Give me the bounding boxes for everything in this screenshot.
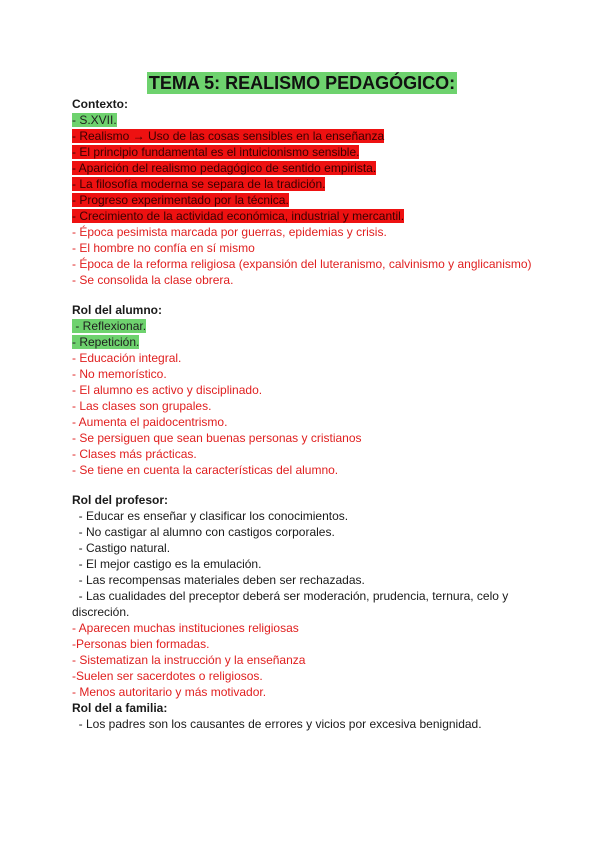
list-item: [72, 272, 532, 288]
list-item: [72, 208, 532, 224]
list-item-text: - Se persiguen que sean buenas personas y cristianos: [72, 431, 362, 445]
list-item: [72, 716, 532, 732]
section-rol-alumno: [72, 302, 532, 478]
section-heading: Rol del profesor:: [72, 493, 169, 507]
list-item: [72, 652, 532, 668]
list-item-text: - Castigo natural.: [72, 541, 171, 555]
list-item: [72, 588, 532, 620]
list-item-text: -Suelen ser sacerdotes o religiosos.: [72, 669, 263, 683]
list-item-text: - Aumenta el paidocentrismo.: [72, 415, 228, 429]
list-item-text: - Reflexionar.: [72, 319, 147, 333]
list-item-text: - La filosofía moderna se separa de la tradición.: [72, 177, 326, 191]
list-item: [72, 684, 532, 700]
list-item-text: - El hombre no confía en sí mismo: [72, 241, 255, 255]
item-list: [72, 318, 532, 478]
list-item: [72, 668, 532, 684]
list-item: [72, 128, 532, 144]
list-item: [72, 350, 532, 366]
list-item-text: - No memorístico.: [72, 367, 167, 381]
list-item-text: - Las recompensas materiales deben ser rechazadas.: [72, 573, 365, 587]
list-item: [72, 398, 532, 414]
title-wrap: [72, 72, 532, 94]
list-item: [72, 462, 532, 478]
list-item: [72, 572, 532, 588]
section-heading: Rol del a familia:: [72, 701, 168, 715]
list-item: [72, 430, 532, 446]
list-item-text: - No castigar al alumno con castigos corporales.: [72, 525, 335, 539]
list-item-text: - Clases más prácticas.: [72, 447, 197, 461]
list-item: [72, 318, 532, 334]
list-item: [72, 240, 532, 256]
section-heading: Rol del alumno:: [72, 303, 162, 317]
list-item-text: - Época de la reforma religiosa (expansión del luteranismo, calvinismo y anglicanismo): [72, 257, 532, 271]
list-item: [72, 540, 532, 556]
list-item: [72, 524, 532, 540]
list-item-text: - S.XVII.: [72, 113, 117, 127]
list-item-text: - Menos autoritario y más motivador.: [72, 685, 267, 699]
section-contexto: [72, 96, 532, 288]
list-item: [72, 508, 532, 524]
list-item: [72, 620, 532, 636]
list-item: [72, 160, 532, 176]
list-item-text: - Se consolida la clase obrera.: [72, 273, 234, 287]
list-item: [72, 256, 532, 272]
list-item-text: - Realismo → Uso de las cosas sensibles en la enseñanza: [72, 129, 385, 143]
item-list: [72, 112, 532, 288]
list-item-text: - Progreso experimentado por la técnica.: [72, 193, 289, 207]
list-item-text: - Las cualidades del preceptor deberá ser moderación, prudencia, ternura, celo y discreción.: [72, 589, 512, 619]
list-item-text: - El mejor castigo es la emulación.: [72, 557, 262, 571]
section-heading: Contexto:: [72, 97, 128, 111]
item-list: [72, 508, 532, 700]
list-item-text: - Educación integral.: [72, 351, 182, 365]
list-item: [72, 192, 532, 208]
list-item-text: - Aparecen muchas instituciones religiosas: [72, 621, 299, 635]
list-item-text: - Se tiene en cuenta la características del alumno.: [72, 463, 339, 477]
list-item: [72, 636, 532, 652]
list-item: [72, 224, 532, 240]
list-item: [72, 446, 532, 462]
section-rol-familia: [72, 700, 532, 732]
list-item-text: - Sistematizan la instrucción y la enseñanza: [72, 653, 306, 667]
document-page: [72, 72, 532, 746]
list-item: [72, 366, 532, 382]
list-item: [72, 382, 532, 398]
list-item: [72, 144, 532, 160]
list-item-text: -Personas bien formadas.: [72, 637, 210, 651]
list-item-text: - Los padres son los causantes de errores y vicios por excesiva benignidad.: [72, 717, 482, 731]
list-item: [72, 414, 532, 430]
list-item-text: - El principio fundamental es el intuicionismo sensible.: [72, 145, 360, 159]
list-item-text: - Educar es enseñar y clasificar los conocimientos.: [72, 509, 349, 523]
list-item-text: - Época pesimista marcada por guerras, epidemias y crisis.: [72, 225, 387, 239]
item-list: [72, 716, 532, 732]
list-item-text: - El alumno es activo y disciplinado.: [72, 383, 263, 397]
list-item-text: - Repetición.: [72, 335, 140, 349]
list-item: [72, 334, 532, 350]
section-rol-profesor: [72, 492, 532, 700]
list-item-text: - Aparición del realismo pedagógico de sentido empirista.: [72, 161, 377, 175]
list-item: [72, 556, 532, 572]
list-item-text: - Crecimiento de la actividad económica, industrial y mercantil.: [72, 209, 405, 223]
page-title: TEMA 5: REALISMO PEDAGÓGICO:: [148, 73, 456, 93]
list-item: [72, 112, 532, 128]
list-item-text: - Las clases son grupales.: [72, 399, 212, 413]
list-item: [72, 176, 532, 192]
